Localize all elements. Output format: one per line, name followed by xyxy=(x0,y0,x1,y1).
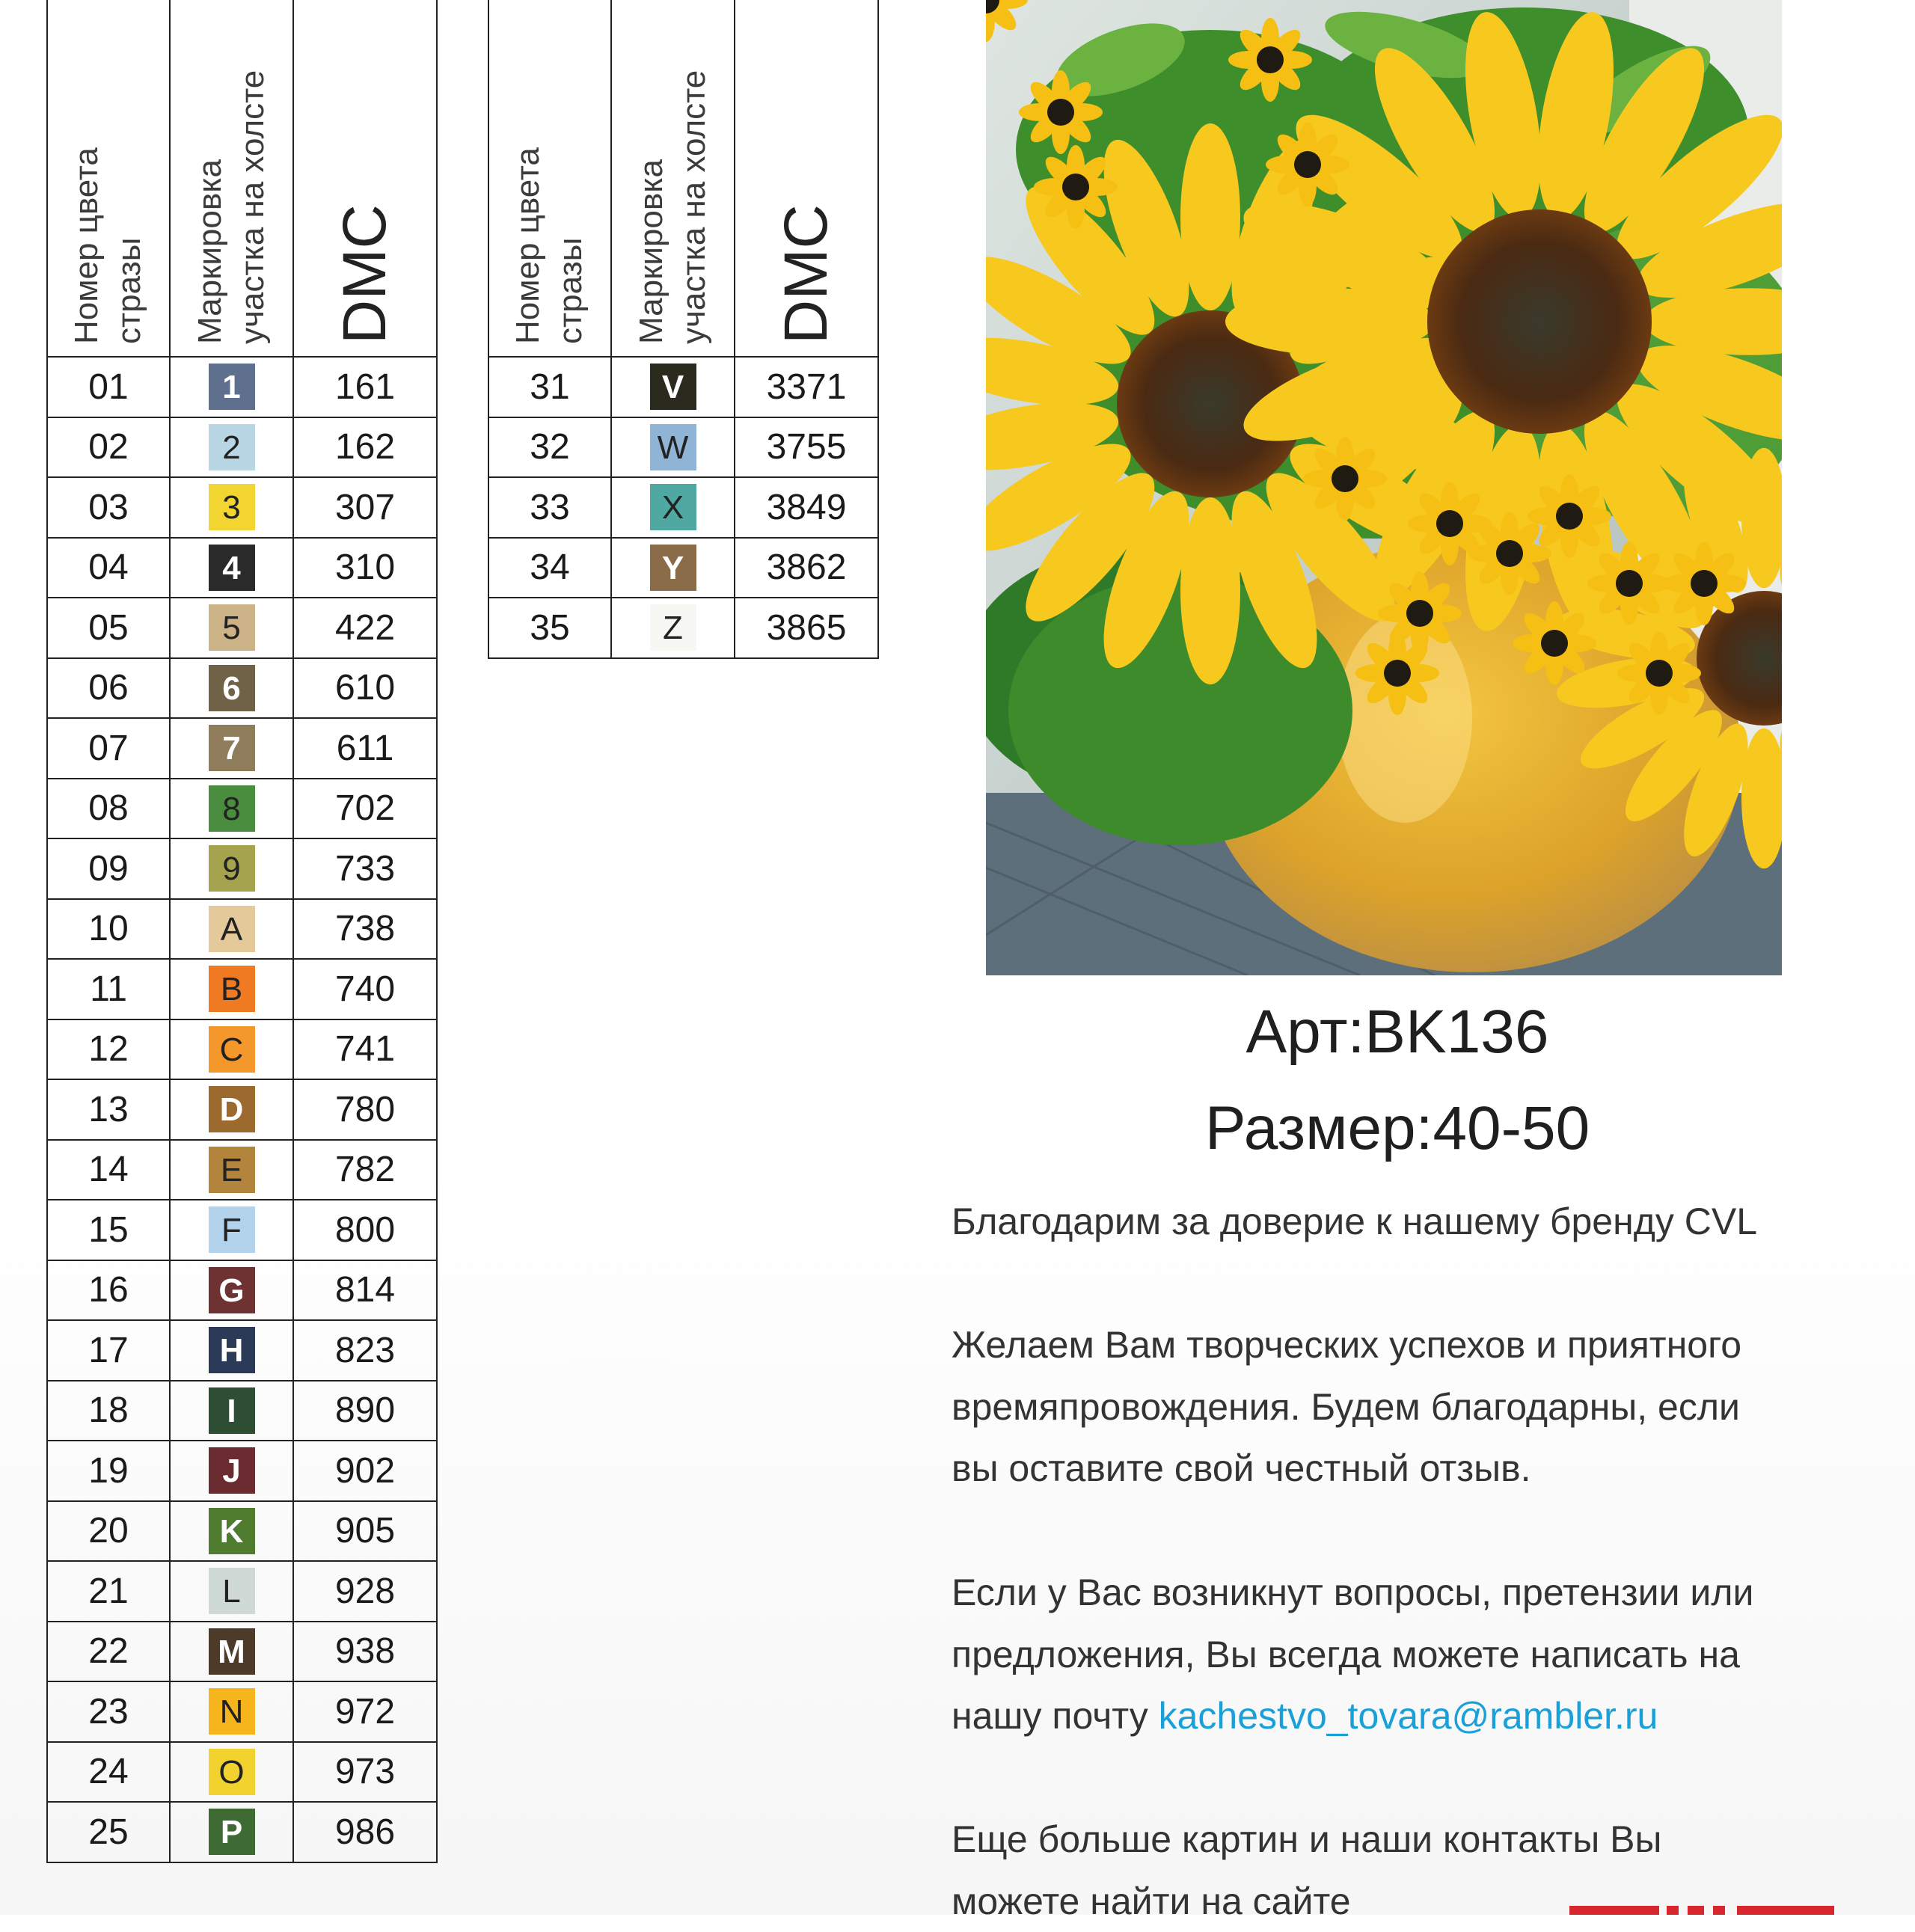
legend-rows-right xyxy=(488,357,878,658)
color-number: 24 xyxy=(47,1742,170,1803)
dmc-code: 972 xyxy=(293,1681,437,1742)
header-dmc xyxy=(293,0,437,357)
dmc-code: 611 xyxy=(293,718,437,779)
header-dmc-label: DMC xyxy=(772,204,840,344)
legend-row xyxy=(47,477,437,538)
legend-row xyxy=(47,1320,437,1381)
header-canvas-marking-line1: Маркировка xyxy=(632,159,670,344)
color-swatch: M xyxy=(209,1628,255,1675)
dmc-code: 3862 xyxy=(735,538,878,598)
color-swatch: 2 xyxy=(209,424,255,470)
color-number: 34 xyxy=(488,538,611,598)
sunflower-bouquet-image xyxy=(986,0,1782,975)
canvas-marking-cell xyxy=(170,1561,293,1622)
more-line-1: Еще больше картин и наши контакты Вы xyxy=(952,1818,1662,1860)
dmc-code: 3755 xyxy=(735,417,878,478)
header-color-number-line1: Номер цвета xyxy=(68,147,105,344)
legend-row xyxy=(47,718,437,779)
color-swatch: 8 xyxy=(209,785,255,832)
thanks-line: Благодарим за доверие к нашему бренду CVL xyxy=(952,1200,1758,1242)
legend-rows-left xyxy=(47,357,437,1862)
color-swatch: 4 xyxy=(209,545,255,591)
legend-row xyxy=(47,1200,437,1260)
canvas-marking-cell xyxy=(170,1802,293,1862)
size-label: Размер:40-50 xyxy=(1204,1094,1590,1162)
color-swatch: X xyxy=(650,484,696,530)
article-number: Арт:BK136 xyxy=(1245,998,1549,1066)
color-swatch: A xyxy=(209,906,255,952)
email-link[interactable]: kachestvo_tovara@rambler.ru xyxy=(1158,1695,1658,1738)
header-color-number xyxy=(47,0,170,357)
wish-line-3: вы оставите свой честный отзыв. xyxy=(952,1447,1531,1490)
color-swatch: O xyxy=(209,1749,255,1795)
legend-row xyxy=(488,477,878,538)
canvas-marking-cell xyxy=(611,417,735,478)
canvas-marking-cell xyxy=(611,598,735,658)
canvas-marking-cell xyxy=(170,658,293,719)
color-number: 25 xyxy=(47,1802,170,1862)
dmc-code: 782 xyxy=(293,1140,437,1200)
color-swatch: H xyxy=(209,1327,255,1373)
legend-row xyxy=(47,1802,437,1862)
color-swatch: K xyxy=(209,1508,255,1554)
legend-row xyxy=(488,538,878,598)
color-swatch: I xyxy=(209,1387,255,1434)
color-number: 05 xyxy=(47,598,170,658)
color-swatch: 3 xyxy=(209,484,255,530)
dmc-code: 3849 xyxy=(735,477,878,538)
dmc-code: 928 xyxy=(293,1561,437,1622)
dmc-code: 973 xyxy=(293,1742,437,1803)
color-swatch: Y xyxy=(650,545,696,591)
header-color-number xyxy=(488,0,611,357)
header-dmc xyxy=(735,0,878,357)
color-swatch: 1 xyxy=(209,364,255,410)
header-canvas-marking xyxy=(611,0,735,357)
color-swatch: B xyxy=(209,966,255,1012)
color-number: 35 xyxy=(488,598,611,658)
color-number: 22 xyxy=(47,1622,170,1682)
color-swatch: 5 xyxy=(209,604,255,651)
dmc-code: 738 xyxy=(293,899,437,960)
color-number: 31 xyxy=(488,357,611,417)
dmc-code: 780 xyxy=(293,1079,437,1140)
dmc-code: 733 xyxy=(293,838,437,899)
color-swatch: Z xyxy=(650,604,696,651)
color-number: 19 xyxy=(47,1441,170,1501)
legend-row xyxy=(47,1681,437,1742)
color-number: 20 xyxy=(47,1501,170,1562)
color-number: 07 xyxy=(47,718,170,779)
dmc-code: 307 xyxy=(293,477,437,538)
color-number: 12 xyxy=(47,1019,170,1080)
contact-paragraph xyxy=(952,1562,1879,1747)
header-color-number-line2: стразы xyxy=(111,237,147,344)
color-swatch: W xyxy=(650,424,696,470)
dmc-code: 3371 xyxy=(735,357,878,417)
color-swatch: 9 xyxy=(209,845,255,892)
canvas-marking-cell xyxy=(611,477,735,538)
header-canvas-marking-line2: участка на холсте xyxy=(675,70,712,344)
color-number: 03 xyxy=(47,477,170,538)
color-legend-table-left xyxy=(46,0,438,1863)
canvas-marking-cell xyxy=(170,1140,293,1200)
canvas-marking-cell xyxy=(170,1019,293,1080)
header-canvas-marking-line2: участка на холсте xyxy=(233,70,271,344)
header-color-number-line1: Номер цвета xyxy=(509,147,546,344)
color-number: 15 xyxy=(47,1200,170,1260)
header-dmc-label: DMC xyxy=(331,204,399,344)
legend-row xyxy=(47,598,437,658)
wish-paragraph xyxy=(952,1314,1879,1500)
dmc-code: 890 xyxy=(293,1381,437,1441)
dmc-code: 800 xyxy=(293,1200,437,1260)
legend-row xyxy=(47,658,437,719)
legend-row xyxy=(47,1019,437,1080)
header-color-number-line2: стразы xyxy=(552,237,589,344)
legend-row xyxy=(488,598,878,658)
dmc-code: 162 xyxy=(293,417,437,478)
canvas-marking-cell xyxy=(170,357,293,417)
color-swatch: G xyxy=(209,1267,255,1313)
canvas-marking-cell xyxy=(170,417,293,478)
canvas-marking-cell xyxy=(170,1200,293,1260)
color-number: 04 xyxy=(47,538,170,598)
color-swatch: C xyxy=(209,1026,255,1073)
color-swatch: N xyxy=(209,1688,255,1735)
legend-row xyxy=(47,1260,437,1321)
canvas-marking-cell xyxy=(170,959,293,1019)
canvas-marking-cell xyxy=(170,1681,293,1742)
color-swatch: F xyxy=(209,1206,255,1253)
wish-line-1: Желаем Вам творческих успехов и приятного xyxy=(952,1324,1742,1366)
color-swatch: 7 xyxy=(209,725,255,771)
legend-row xyxy=(488,357,878,417)
color-swatch: J xyxy=(209,1447,255,1494)
dmc-code: 422 xyxy=(293,598,437,658)
canvas-marking-cell xyxy=(170,1501,293,1562)
color-number: 21 xyxy=(47,1561,170,1622)
color-number: 18 xyxy=(47,1381,170,1441)
contact-line-2: предложения, Вы всегда можете написать на xyxy=(952,1633,1740,1675)
legend-row xyxy=(47,417,437,478)
dmc-code: 702 xyxy=(293,779,437,839)
dmc-code: 823 xyxy=(293,1320,437,1381)
canvas-marking-cell xyxy=(170,538,293,598)
dmc-code: 740 xyxy=(293,959,437,1019)
legend-row xyxy=(47,1381,437,1441)
dmc-code: 3865 xyxy=(735,598,878,658)
legend-row xyxy=(488,417,878,478)
legend-row xyxy=(47,1622,437,1682)
color-number: 33 xyxy=(488,477,611,538)
legend-row xyxy=(47,838,437,899)
dmc-code: 902 xyxy=(293,1441,437,1501)
legend-row xyxy=(47,1561,437,1622)
canvas-marking-cell xyxy=(170,899,293,960)
legend-row xyxy=(47,959,437,1019)
canvas-marking-cell xyxy=(170,779,293,839)
canvas-marking-cell xyxy=(170,1260,293,1321)
color-swatch: P xyxy=(209,1809,255,1855)
color-number: 08 xyxy=(47,779,170,839)
canvas-marking-cell xyxy=(170,598,293,658)
color-number: 16 xyxy=(47,1260,170,1321)
legend-row xyxy=(47,357,437,417)
wish-line-2: времяпровождения. Будем благодарны, если xyxy=(952,1385,1740,1428)
legend-row xyxy=(47,1742,437,1803)
legend-row xyxy=(47,1441,437,1501)
dmc-code: 905 xyxy=(293,1501,437,1562)
dmc-code: 610 xyxy=(293,658,437,719)
color-swatch: E xyxy=(209,1147,255,1193)
color-number: 10 xyxy=(47,899,170,960)
legend-row xyxy=(47,538,437,598)
legend-row xyxy=(47,1140,437,1200)
color-number: 09 xyxy=(47,838,170,899)
canvas-marking-cell xyxy=(170,838,293,899)
color-number: 01 xyxy=(47,357,170,417)
color-number: 11 xyxy=(47,959,170,1019)
header-canvas-marking xyxy=(170,0,293,357)
color-number: 02 xyxy=(47,417,170,478)
color-number: 06 xyxy=(47,658,170,719)
color-number: 13 xyxy=(47,1079,170,1140)
canvas-marking-cell xyxy=(170,1079,293,1140)
dmc-code: 310 xyxy=(293,538,437,598)
contact-line-1: Если у Вас возникнут вопросы, претензии или xyxy=(952,1571,1754,1613)
more-line-2: можете найти на сайте xyxy=(952,1880,1351,1922)
legend-row xyxy=(47,1079,437,1140)
legend-row xyxy=(47,899,437,960)
canvas-marking-cell xyxy=(170,1622,293,1682)
color-legend-table-right xyxy=(488,0,879,659)
canvas-marking-cell xyxy=(170,477,293,538)
canvas-marking-cell xyxy=(170,1381,293,1441)
canvas-marking-cell xyxy=(170,718,293,779)
color-number: 14 xyxy=(47,1140,170,1200)
legend-row xyxy=(47,779,437,839)
dmc-code: 741 xyxy=(293,1019,437,1080)
color-swatch: L xyxy=(209,1568,255,1614)
color-swatch: D xyxy=(209,1086,255,1132)
thanks-text xyxy=(952,1191,1879,1253)
contact-line-3: нашу почту xyxy=(952,1695,1159,1738)
dmc-code: 938 xyxy=(293,1622,437,1682)
color-number: 17 xyxy=(47,1320,170,1381)
brand-logo-fragment xyxy=(1569,1906,1854,1915)
canvas-marking-cell xyxy=(170,1742,293,1803)
canvas-marking-cell xyxy=(170,1320,293,1381)
color-number: 32 xyxy=(488,417,611,478)
legend-row xyxy=(47,1501,437,1562)
canvas-marking-cell xyxy=(170,1441,293,1501)
canvas-marking-cell xyxy=(611,538,735,598)
color-number: 23 xyxy=(47,1681,170,1742)
color-swatch: 6 xyxy=(209,665,255,711)
dmc-code: 814 xyxy=(293,1260,437,1321)
header-canvas-marking-line1: Маркировка xyxy=(191,159,228,344)
dmc-code: 986 xyxy=(293,1802,437,1862)
canvas-marking-cell xyxy=(611,357,735,417)
color-swatch: V xyxy=(650,364,696,410)
dmc-code: 161 xyxy=(293,357,437,417)
